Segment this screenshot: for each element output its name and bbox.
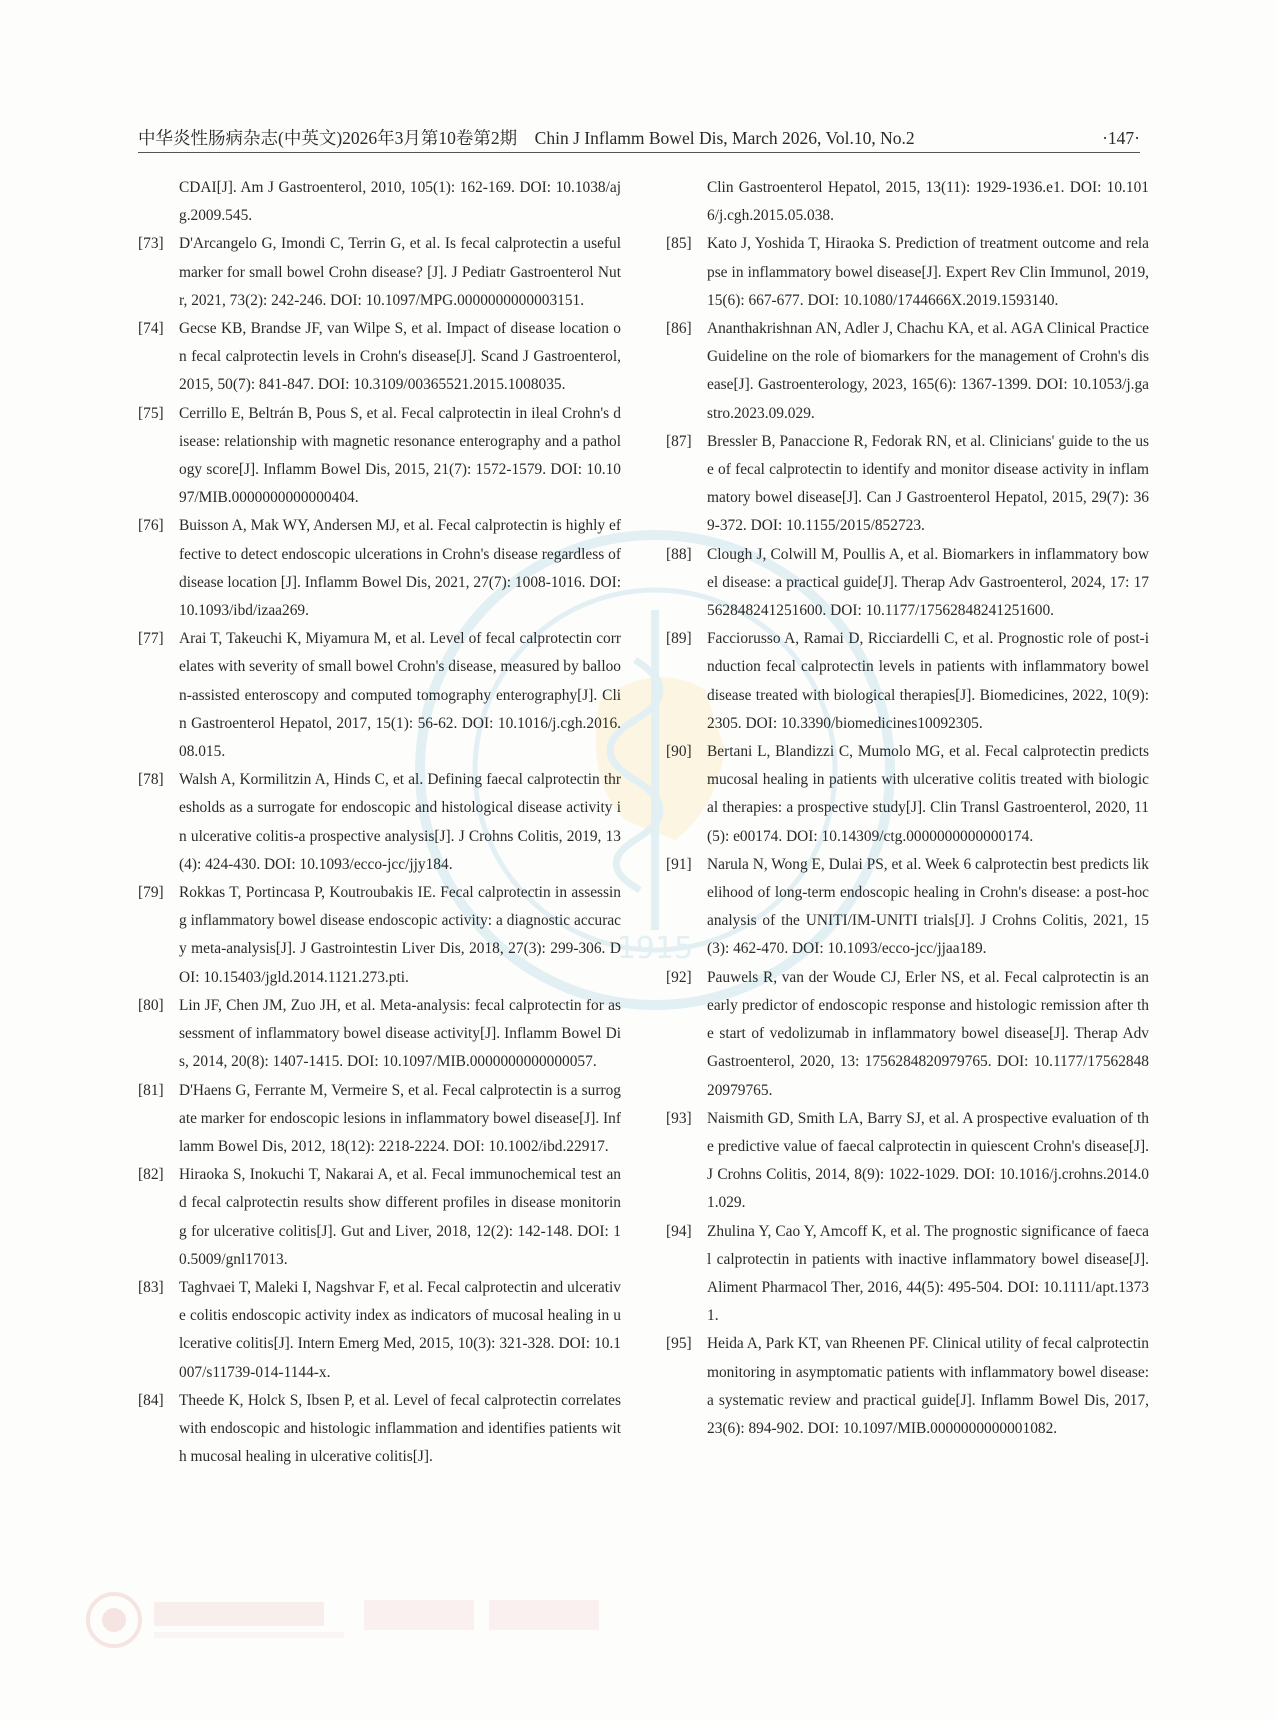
- reference-number: [92]: [666, 968, 692, 986]
- watermark-year: 1915: [616, 931, 694, 966]
- reference-text: Naismith GD, Smith LA, Barry SJ, et al. A prospective evaluation of the predictive value of faecal calprotectin in quiescent Crohn's disease[J]. J Crohns Colitis, 2014, 8(9): 1022-1029. DOI: 10.1016/j.crohns.2014.01.029.: [707, 1109, 1149, 1212]
- reference-text: Rokkas T, Portincasa P, Koutroubakis IE. Fecal calprotectin in assessing inflammatory bowel disease endoscopic activity: a diagnostic accuracy meta-analysis[J]. J Gastrointestin Liver Dis, 2018, 27(3): 299-306. DOI: 10.15403/jgld.2014.1121.273.pti.: [179, 884, 621, 986]
- reference-list: [666, 230, 1149, 1443]
- reference-number: [79]: [138, 884, 164, 902]
- right-reference-column: [666, 174, 1149, 1443]
- reference-number: [75]: [138, 404, 164, 422]
- reference-text: Bertani L, Blandizzi C, Mumolo MG, et al. Fecal calprotectin predicts mucosal healing in patients with ulcerative colitis treated with biological therapies: a prospective study[J]. Clin Transl Gastroenterol, 2020, 11(5): e00174. DOI: 10.14309/ctg.0000000000000174.: [707, 743, 1149, 845]
- reference-text: Clin Gastroenterol Hepatol, 2015, 13(11): 1929-1936.e1. DOI: 10.1016/j.cgh.2015.05.038.: [707, 179, 1149, 225]
- journal-citation: 中华炎性肠病杂志(中英文)2026年3月第10卷第2期 Chin J Inflamm Bowel Dis, March 2026, Vol.10, No.2: [138, 128, 915, 148]
- reference-text: Gecse KB, Brandse JF, van Wilpe S, et al. Impact of disease location on fecal calprotectin levels in Crohn's disease[J]. Scand J Gastroenterol, 2015, 50(7): 841-847. DOI: 10.3109/00365521.2015.1008035.: [179, 320, 621, 394]
- reference-number: [81]: [138, 1081, 164, 1099]
- reference-item: [138, 992, 621, 1077]
- reference-text: CDAI[J]. Am J Gastroenterol, 2010, 105(1): 162-169. DOI: 10.1038/ajg.2009.545.: [179, 179, 621, 225]
- reference-number: [95]: [666, 1335, 692, 1353]
- reference-number: [91]: [666, 855, 692, 873]
- reference-number: [83]: [138, 1278, 164, 1296]
- reference-item: [138, 230, 621, 315]
- left-reference-column: [138, 174, 621, 1471]
- reference-item: [666, 541, 1149, 626]
- reference-number: [90]: [666, 743, 692, 761]
- reference-number: [76]: [138, 517, 164, 535]
- reference-item: [666, 1105, 1149, 1218]
- reference-item: [666, 964, 1149, 1105]
- reference-text: Ananthakrishnan AN, Adler J, Chachu KA, et al. AGA Clinical Practice Guideline on the role of biomarkers for the management of Crohn's disease[J]. Gastroenterology, 2023, 165(6): 1367-1399. DOI: 10.1053/j.gastro.2023.09.029.: [707, 320, 1149, 422]
- reference-text: Clough J, Colwill M, Poullis A, et al. Biomarkers in inflammatory bowel disease: a practical guide[J]. Therap Adv Gastroenterol, 2024, 17: 17562848241251600. DOI: 10.1177/17562848241251600.: [707, 545, 1149, 620]
- reference-text: Pauwels R, van der Woude CJ, Erler NS, et al. Fecal calprotectin is an early predictor of endoscopic response and histologic remission after the start of vedolizumab in inflammatory bowel disease[J]. Therap Adv Gastroenterol, 2020, 13: 1756284820979765. DOI: 10.1177/1756284820979765.: [707, 968, 1149, 1099]
- reference-text: D'Haens G, Ferrante M, Vermeire S, et al. Fecal calprotectin is a surrogate marker for endoscopic lesions in inflammatory bowel disease[J]. Inflamm Bowel Dis, 2012, 18(12): 2218-2224. DOI: 10.1002/ibd.22917.: [179, 1081, 621, 1155]
- reference-item: [138, 315, 621, 400]
- reference-number: [85]: [666, 235, 692, 253]
- publisher-stamp-logo: [84, 1588, 604, 1652]
- reference-text: Walsh A, Kormilitzin A, Hinds C, et al. Defining faecal calprotectin thresholds as a surrogate for endoscopic and histological disease activity in ulcerative colitis-a prospective analysis[J]. J Crohns Colitis, 2019, 13(4): 424-430. DOI: 10.1093/ecco-jcc/jjy184.: [179, 771, 621, 873]
- reference-item: [666, 625, 1149, 738]
- reference-number: [89]: [666, 630, 692, 648]
- reference-text: Arai T, Takeuchi K, Miyamura M, et al. Level of fecal calprotectin correlates with severity of small bowel Crohn's disease, measured by balloon-assisted enteroscopy and computed tomography enterography[J]. Clin Gastroenterol Hepatol, 2017, 15(1): 56-62. DOI: 10.1016/j.cgh.2016.08.015.: [179, 630, 621, 761]
- reference-item: [138, 625, 621, 766]
- reference-text: D'Arcangelo G, Imondi C, Terrin G, et al. Is fecal calprotectin a useful marker for small bowel Crohn disease? [J]. J Pediatr Gastroenterol Nutr, 2021, 73(2): 242-246. DOI: 10.1097/MPG.0000000000003151.: [179, 235, 621, 309]
- reference-continuation: [666, 174, 1149, 230]
- reference-number: [74]: [138, 320, 164, 338]
- reference-item: [138, 512, 621, 625]
- reference-text: Narula N, Wong E, Dulai PS, et al. Week 6 calprotectin best predicts likelihood of long-term endoscopic healing in Crohn's disease: a post-hoc analysis of the UNITI/IM-UNITI trials[J]. J Crohns Colitis, 2021, 15(3): 462-470. DOI: 10.1093/ecco-jcc/jjaa189.: [707, 855, 1149, 958]
- reference-text: Facciorusso A, Ramai D, Ricciardelli C, et al. Prognostic role of post-induction fecal calprotectin levels in patients with inflammatory bowel disease treated with biological therapies[J]. Biomedicines, 2022, 10(9): 2305. DOI: 10.3390/biomedicines10092305.: [707, 630, 1149, 732]
- reference-number: [73]: [138, 235, 164, 253]
- reference-number: [77]: [138, 630, 164, 648]
- page-number: ·147·: [1102, 128, 1140, 148]
- reference-item: [666, 230, 1149, 315]
- reference-item: [138, 766, 621, 879]
- reference-item: [666, 315, 1149, 428]
- reference-text: Heida A, Park KT, van Rheenen PF. Clinical utility of fecal calprotectin monitoring in asymptomatic patients with inflammatory bowel disease: a systematic review and practical guide[J]. Inflamm Bowel Dis, 2017, 23(6): 894-902. DOI: 10.1097/MIB.0000000000001082.: [707, 1335, 1149, 1437]
- reference-item: [666, 1330, 1149, 1443]
- reference-text: Zhulina Y, Cao Y, Amcoff K, et al. The prognostic significance of faecal calprotectin in patients with inactive inflammatory bowel disease[J]. Aliment Pharmacol Ther, 2016, 44(5): 495-504. DOI: 10.1111/apt.13731.: [707, 1222, 1149, 1325]
- reference-number: [86]: [666, 320, 692, 338]
- reference-item: [138, 1387, 621, 1472]
- reference-number: [78]: [138, 771, 164, 789]
- reference-item: [138, 1077, 621, 1162]
- reference-item: [138, 400, 621, 513]
- reference-number: [93]: [666, 1109, 692, 1127]
- reference-item: [138, 1161, 621, 1274]
- reference-text: Theede K, Holck S, Ibsen P, et al. Level of fecal calprotectin correlates with endoscopic and histologic inflammation and identifies patients with mucosal healing in ulcerative colitis[J].: [179, 1391, 621, 1466]
- reference-number: [94]: [666, 1222, 692, 1240]
- header-divider: [138, 152, 1140, 153]
- reference-text: Buisson A, Mak WY, Andersen MJ, et al. Fecal calprotectin is highly effective to detect endoscopic ulcerations in Crohn's disease regardless of disease location [J]. Inflamm Bowel Dis, 2021, 27(7): 1008-1016. DOI: 10.1093/ibd/izaa269.: [179, 517, 621, 620]
- reference-item: [666, 738, 1149, 851]
- reference-text: Bressler B, Panaccione R, Fedorak RN, et al. Clinicians' guide to the use of fecal calprotectin to identify and monitor disease activity in inflammatory bowel disease[J]. Can J Gastroenterol Hepatol, 2015, 29(7): 369-372. DOI: 10.1155/2015/852723.: [707, 432, 1149, 535]
- reference-text: Taghvaei T, Maleki I, Nagshvar F, et al. Fecal calprotectin and ulcerative colitis endoscopic activity index as indicators of mucosal healing in ulcerative colitis[J]. Intern Emerg Med, 2015, 10(3): 321-328. DOI: 10.1007/s11739-014-1144-x.: [179, 1278, 621, 1381]
- reference-item: [666, 1218, 1149, 1331]
- reference-number: [87]: [666, 432, 692, 450]
- reference-text: Hiraoka S, Inokuchi T, Nakarai A, et al. Fecal immunochemical test and fecal calprotectin results show different profiles in disease monitoring for ulcerative colitis[J]. Gut and Liver, 2018, 12(2): 142-148. DOI: 10.5009/gnl17013.: [179, 1166, 621, 1268]
- reference-list: [138, 230, 621, 1471]
- reference-continuation: [138, 174, 621, 230]
- reference-item: [666, 851, 1149, 964]
- running-header: [138, 125, 1140, 151]
- reference-number: [80]: [138, 996, 164, 1014]
- reference-item: [138, 879, 621, 992]
- reference-number: [82]: [138, 1166, 164, 1184]
- reference-number: [84]: [138, 1391, 164, 1409]
- reference-item: [666, 428, 1149, 541]
- reference-text: Kato J, Yoshida T, Hiraoka S. Prediction of treatment outcome and relapse in inflammatory bowel disease[J]. Expert Rev Clin Immunol, 2019, 15(6): 667-677. DOI: 10.1080/1744666X.2019.1593140.: [707, 235, 1149, 309]
- reference-text: Lin JF, Chen JM, Zuo JH, et al. Meta-analysis: fecal calprotectin for assessment of inflammatory bowel disease activity[J]. Inflamm Bowel Dis, 2014, 20(8): 1407-1415. DOI: 10.1097/MIB.0000000000000057.: [179, 996, 621, 1071]
- reference-number: [88]: [666, 545, 692, 563]
- reference-text: Cerrillo E, Beltrán B, Pous S, et al. Fecal calprotectin in ileal Crohn's disease: relationship with magnetic resonance enterography and a pathology score[J]. Inflamm Bowel Dis, 2015, 21(7): 1572-1579. DOI: 10.1097/MIB.0000000000000404.: [179, 404, 621, 507]
- reference-item: [138, 1274, 621, 1387]
